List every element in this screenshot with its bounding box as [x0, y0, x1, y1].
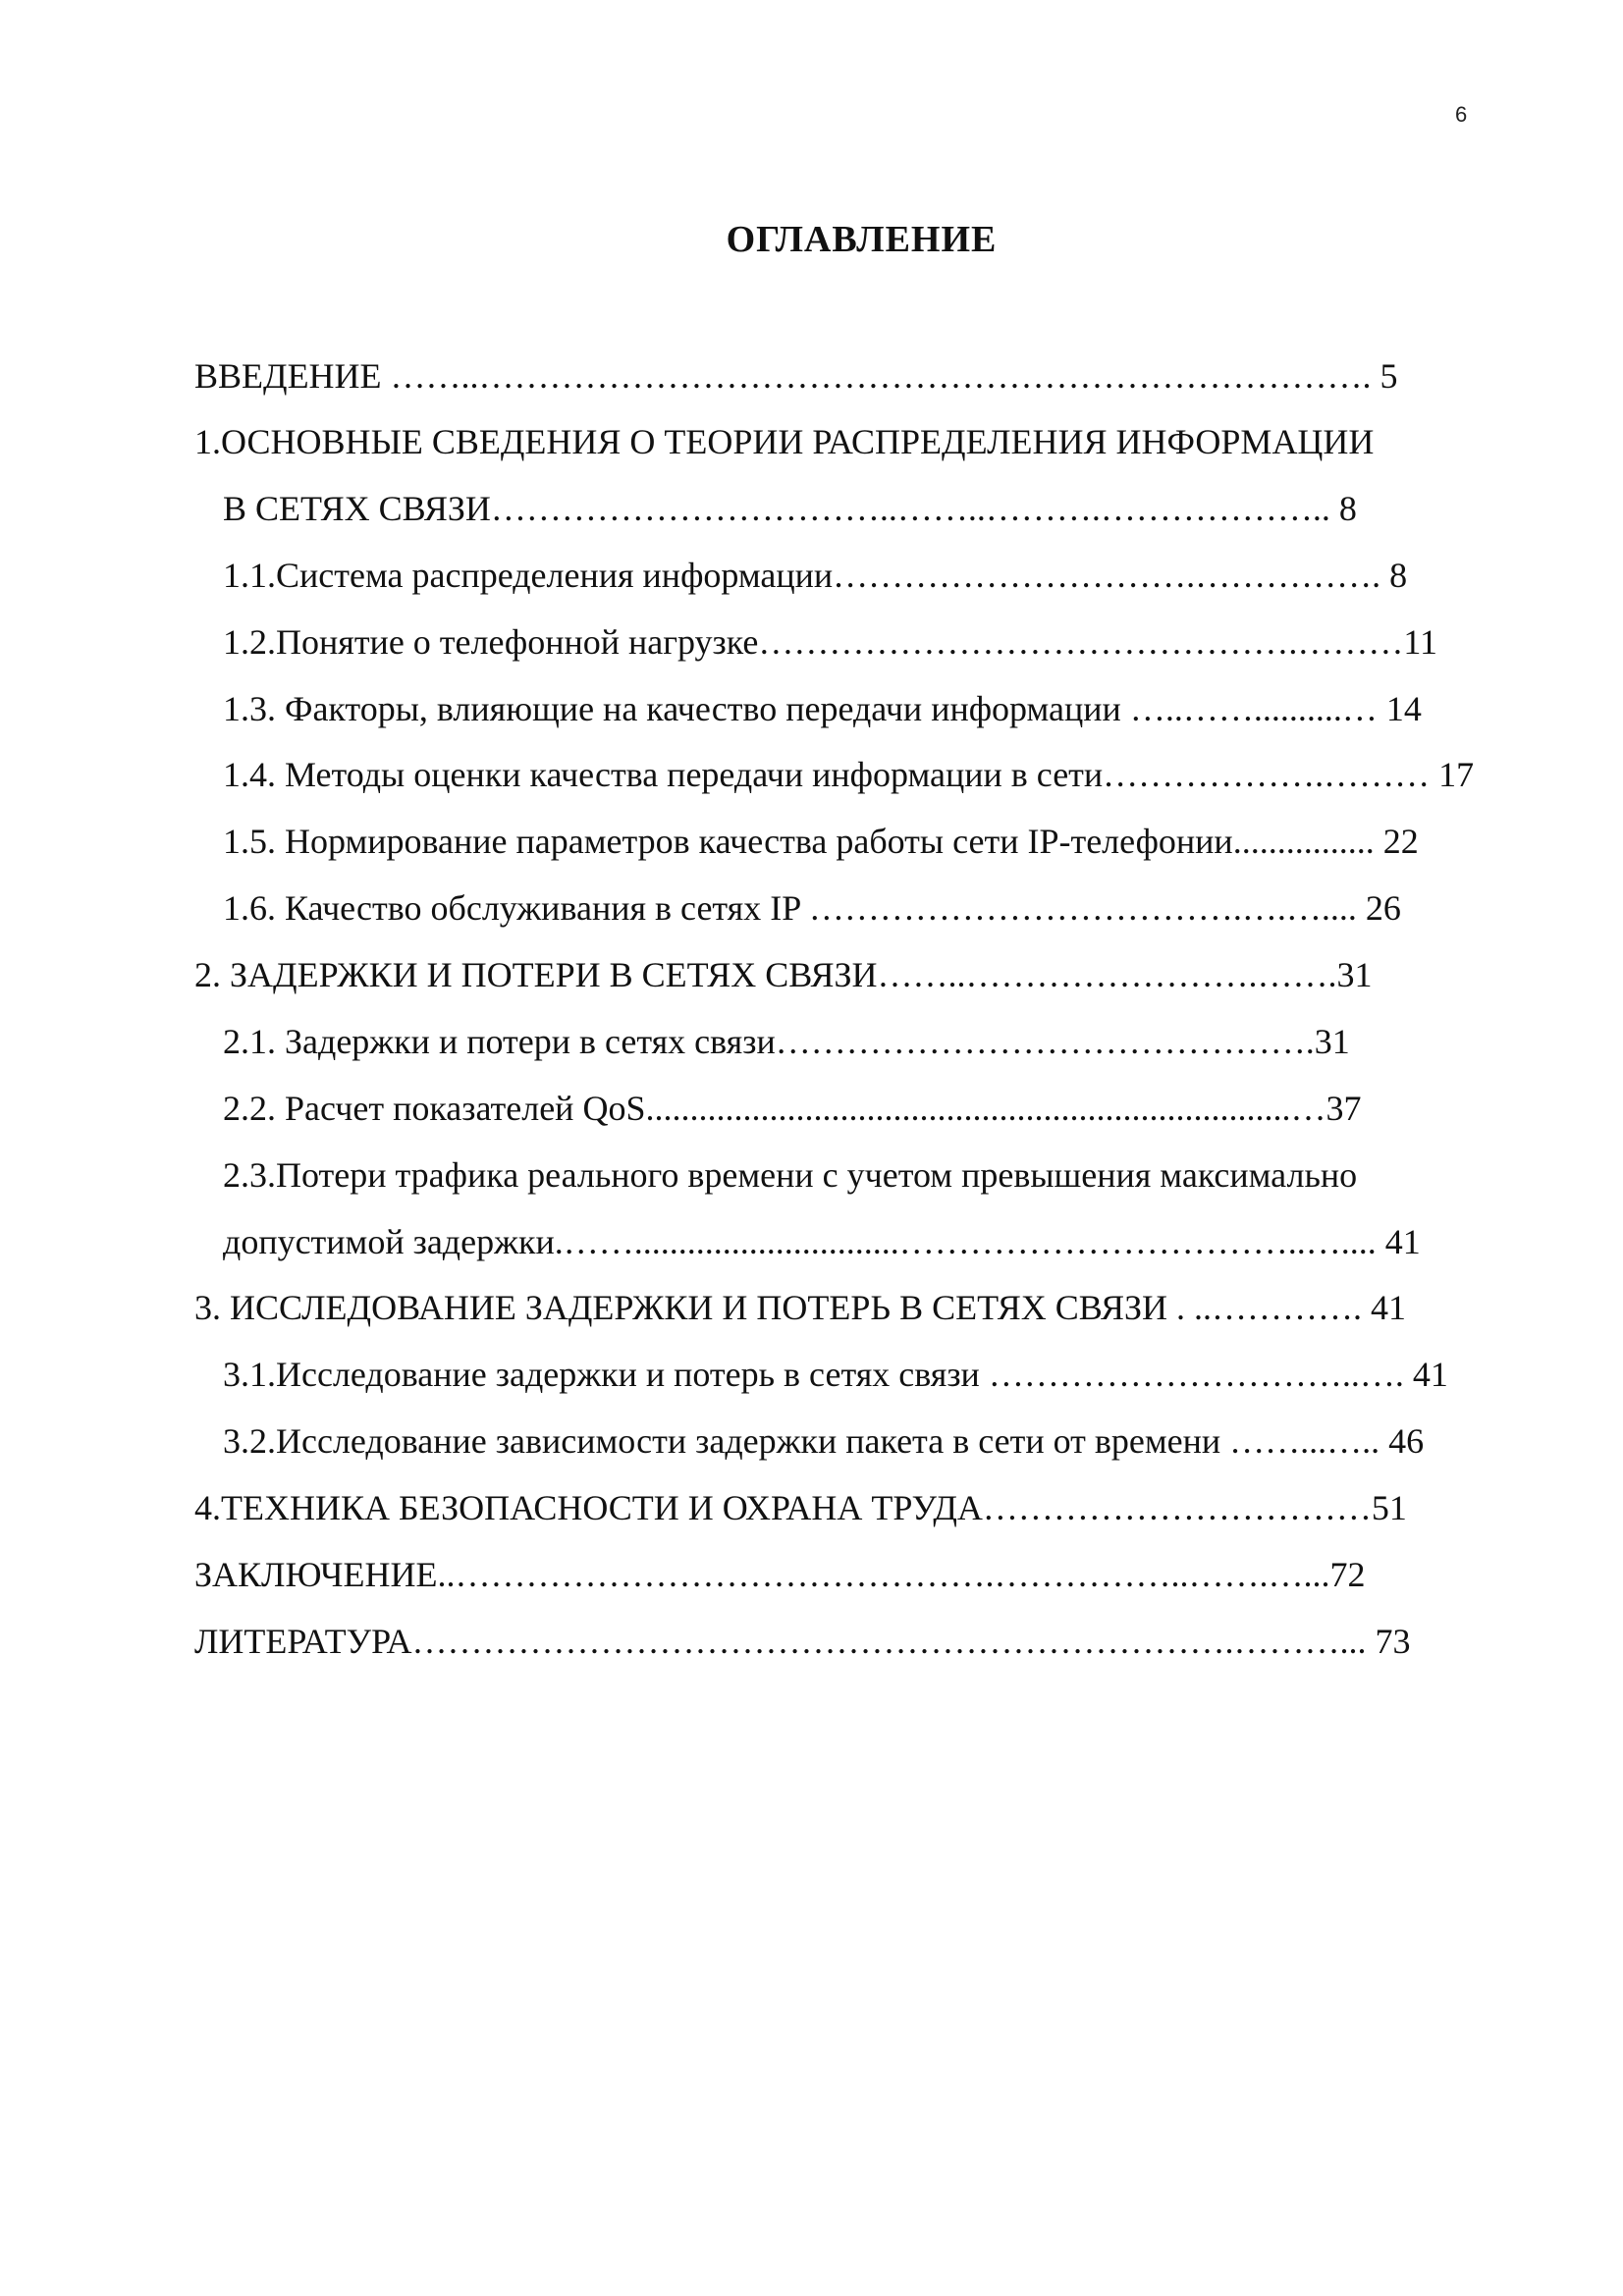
toc-entry-3-1: 3.1.Исследование задержки и потерь в сетях связи …………………………..…. 41 — [223, 1355, 1448, 1394]
toc-entry-2-1: 2.1. Задержки и потери в сетях связи……………………………………….31 — [223, 1022, 1350, 1061]
toc-entry-1-3: 1.3. Факторы, влияющие на качество передачи информации …..……..........… 14 — [223, 689, 1422, 728]
toc-entry-2-2: 2.2. Расчет показателей QoS.........................................................................…37 — [223, 1089, 1362, 1128]
toc-entry-2-3-cont: допустимой задержки.……..............................……………………………..….... 41 — [223, 1222, 1421, 1261]
toc-entry-2-3: 2.3.Потери трафика реального времени с учетом превышения максимально — [223, 1155, 1358, 1195]
page-number: 6 — [1455, 102, 1468, 127]
toc-entry-chapter-2: 2. ЗАДЕРЖКИ И ПОТЕРИ В СЕТЯХ СВЯЗИ……..…………………….…….31 — [194, 955, 1373, 994]
toc-entry-literature: ЛИТЕРАТУРА…………………………………………………………….………... 73 — [194, 1622, 1411, 1661]
toc-entry-chapter-1-cont: В СЕТЯХ СВЯЗИ……………………………..……..……….……………….. 8 — [223, 489, 1357, 528]
toc-entry-3-2: 3.2.Исследование зависимости задержки пакета в сети от времени ……...….. 46 — [223, 1421, 1425, 1461]
toc-entry-1-5: 1.5. Нормирование параметров качества работы сети IP-телефонии................ 22 — [223, 822, 1419, 861]
toc-entry-1-1: 1.1.Система распределения информации………………………….……………. 8 — [223, 556, 1408, 595]
toc-entry-1-4: 1.4. Методы оценки качества передачи информации в сети……………….……… 17 — [223, 755, 1475, 794]
toc-entry-chapter-4: 4.ТЕХНИКА БЕЗОПАСНОСТИ И ОХРАНА ТРУДА……………………………51 — [194, 1488, 1407, 1527]
toc-entry-chapter-3: 3. ИССЛЕДОВАНИЕ ЗАДЕРЖКИ И ПОТЕРЬ В СЕТЯХ СВЯЗИ . ..…………. 41 — [194, 1288, 1407, 1327]
toc-entry-introduction: ВВЕДЕНИЕ ……..…………………………………………………………………. 5 — [194, 356, 1398, 396]
toc-entry-1-6: 1.6. Качество обслуживания в сетях IP ……………………………….….….... 26 — [223, 888, 1401, 928]
toc-entry-1-2: 1.2.Понятие о телефонной нагрузке……………………………………….………11 — [223, 622, 1438, 662]
toc-entry-chapter-1: 1.ОСНОВНЫЕ СВЕДЕНИЯ О ТЕОРИИ РАСПРЕДЕЛЕНИЯ ИНФОРМАЦИИ — [194, 422, 1375, 461]
toc-title: ОГЛАВЛЕНИЕ — [726, 219, 998, 260]
toc-entry-conclusion: ЗАКЛЮЧЕНИЕ..……………………………………….……………..…….…...72 — [194, 1555, 1366, 1594]
